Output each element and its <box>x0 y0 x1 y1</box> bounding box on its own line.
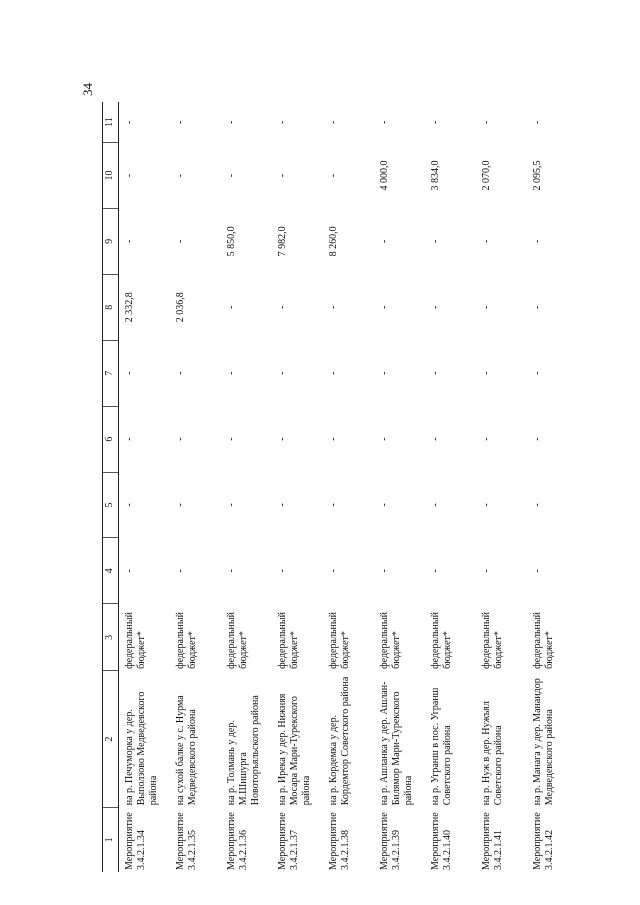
source-cell: федеральный бюджет* <box>226 612 249 669</box>
table-row <box>119 102 171 872</box>
col7-cell: - <box>532 371 543 375</box>
col4-cell: - <box>124 569 135 573</box>
source-cell: федеральный бюджет* <box>328 612 351 669</box>
column-header-6: 6 <box>103 406 119 472</box>
col9-cell: 7 982,0 <box>277 226 288 257</box>
col6-cell: - <box>226 437 237 441</box>
col9-cell: - <box>532 239 543 244</box>
col8-cell: - <box>532 305 543 309</box>
table-row <box>527 102 578 872</box>
table-row <box>425 102 476 872</box>
source-cell: федеральный бюджет* <box>124 612 147 669</box>
column-header-2: 2 <box>103 671 119 807</box>
column-header-7: 7 <box>103 340 119 406</box>
col4-cell: - <box>430 569 441 573</box>
table-row <box>221 102 272 872</box>
col5-cell: - <box>379 503 390 507</box>
column-header-10: 10 <box>103 143 119 209</box>
source-cell: федеральный бюджет* <box>277 612 300 669</box>
col5-cell: - <box>277 503 288 507</box>
col6-cell: - <box>481 437 492 441</box>
col9-cell: - <box>124 239 135 244</box>
column-header-5: 5 <box>103 472 119 538</box>
col11-cell: - <box>481 120 492 124</box>
col5-cell: - <box>226 503 237 507</box>
col7-cell: - <box>175 371 186 375</box>
budget-table <box>102 102 578 872</box>
col9-cell: 5 850,0 <box>226 226 237 257</box>
col11-cell: - <box>175 120 186 124</box>
object-cell: на р. Кордемка у дер. Кордемтор Советского района <box>328 676 351 806</box>
col11-cell: - <box>328 120 339 124</box>
col11-cell: - <box>430 120 441 124</box>
measure-cell: Мероприятие 3.4.2.1.41 <box>481 812 504 870</box>
object-cell: на сухой балке у с. Нурма Медведевского района <box>175 695 198 806</box>
source-cell: федеральный бюджет* <box>430 612 453 669</box>
col11-cell: - <box>532 120 543 124</box>
col8-cell: 2 036,8 <box>175 292 186 323</box>
measure-cell: Мероприятие 3.4.2.1.35 <box>175 812 198 870</box>
page-number: 34 <box>80 83 95 96</box>
column-header-1: 1 <box>103 807 119 872</box>
col11-cell: - <box>379 120 390 124</box>
col8-cell: - <box>481 305 492 309</box>
table-row <box>323 102 374 872</box>
col8-cell: - <box>226 305 237 309</box>
col8-cell: - <box>379 305 390 309</box>
source-cell: федеральный бюджет* <box>379 612 402 669</box>
col10-cell: 2 070,0 <box>481 160 492 191</box>
measure-cell: Мероприятие 3.4.2.1.38 <box>328 812 351 870</box>
col9-cell: 8 260,0 <box>328 226 339 257</box>
col4-cell: - <box>379 569 390 573</box>
column-header-8: 8 <box>103 274 119 340</box>
col5-cell: - <box>430 503 441 507</box>
table-row <box>272 102 323 872</box>
col10-cell: 4 000,0 <box>379 160 390 191</box>
col5-cell: - <box>124 503 135 507</box>
col5-cell: - <box>175 503 186 507</box>
col10-cell: - <box>175 173 186 178</box>
col7-cell: - <box>226 371 237 375</box>
col8-cell: - <box>277 305 288 309</box>
col9-cell: - <box>481 239 492 244</box>
col9-cell: - <box>430 239 441 244</box>
col5-cell: - <box>481 503 492 507</box>
col10-cell: 2 095,5 <box>532 160 543 191</box>
source-cell: федеральный бюджет* <box>175 612 198 669</box>
header-row <box>103 102 119 872</box>
col10-cell: - <box>124 173 135 178</box>
col8-cell: - <box>430 305 441 309</box>
object-cell: на р. Манага у дер. Манаидор Медведевского района <box>532 678 555 806</box>
col6-cell: - <box>379 437 390 441</box>
object-cell: на р. Угранш в пос. Угранш Советского района <box>430 687 453 806</box>
col4-cell: - <box>328 569 339 573</box>
col7-cell: - <box>430 371 441 375</box>
col5-cell: - <box>532 503 543 507</box>
table-body <box>119 102 579 872</box>
col6-cell: - <box>532 437 543 441</box>
col9-cell: - <box>175 239 186 244</box>
measure-cell: Мероприятие 3.4.2.1.39 <box>379 812 402 870</box>
col10-cell: - <box>328 173 339 178</box>
col10-cell: - <box>277 173 288 178</box>
table-row <box>476 102 527 872</box>
source-cell: федеральный бюджет* <box>532 612 555 669</box>
column-header-9: 9 <box>103 208 119 274</box>
rotated-table-container <box>102 102 555 872</box>
col6-cell: - <box>175 437 186 441</box>
col4-cell: - <box>175 569 186 573</box>
col10-cell: 3 834,0 <box>430 160 441 191</box>
col8-cell: 2 332,8 <box>124 292 135 323</box>
col7-cell: - <box>124 371 135 375</box>
column-header-3: 3 <box>103 604 119 671</box>
col7-cell: - <box>379 371 390 375</box>
source-cell: федеральный бюджет* <box>481 612 504 669</box>
measure-cell: Мероприятие 3.4.2.1.42 <box>532 812 555 870</box>
object-cell: на р. Толмань у дер. М.Шишургa Новоторъяльского района <box>226 695 261 806</box>
table-row <box>374 102 425 872</box>
col8-cell: - <box>328 305 339 309</box>
object-cell: на р. Ашланка у дер. Ашлан-Билямор Мари-Турекского района <box>379 681 414 806</box>
col4-cell: - <box>481 569 492 573</box>
col4-cell: - <box>532 569 543 573</box>
col10-cell: - <box>226 173 237 178</box>
col7-cell: - <box>277 371 288 375</box>
col11-cell: - <box>277 120 288 124</box>
col6-cell: - <box>124 437 135 441</box>
col6-cell: - <box>328 437 339 441</box>
col5-cell: - <box>328 503 339 507</box>
object-cell: на р. Ирека у дер. Нижняя Мосара Мари-Турекского района <box>277 693 312 806</box>
col4-cell: - <box>277 569 288 573</box>
measure-cell: Мероприятие 3.4.2.1.36 <box>226 812 249 870</box>
measure-cell: Мероприятие 3.4.2.1.40 <box>430 812 453 870</box>
col9-cell: - <box>379 239 390 244</box>
table-header <box>103 102 119 872</box>
measure-cell: Мероприятие 3.4.2.1.37 <box>277 812 300 870</box>
col4-cell: - <box>226 569 237 573</box>
col6-cell: - <box>277 437 288 441</box>
col6-cell: - <box>430 437 441 441</box>
column-header-4: 4 <box>103 538 119 604</box>
measure-cell: Мероприятие 3.4.2.1.34 <box>124 812 147 870</box>
column-header-11: 11 <box>103 102 119 143</box>
object-cell: на р. Печуморка у дер. Выползово Медведевского района <box>124 691 159 806</box>
col11-cell: - <box>226 120 237 124</box>
col7-cell: - <box>328 371 339 375</box>
col11-cell: - <box>124 120 135 124</box>
col7-cell: - <box>481 371 492 375</box>
object-cell: на р. Нуж в дер. Нужъял Советского района <box>481 701 504 806</box>
table-row <box>170 102 221 872</box>
